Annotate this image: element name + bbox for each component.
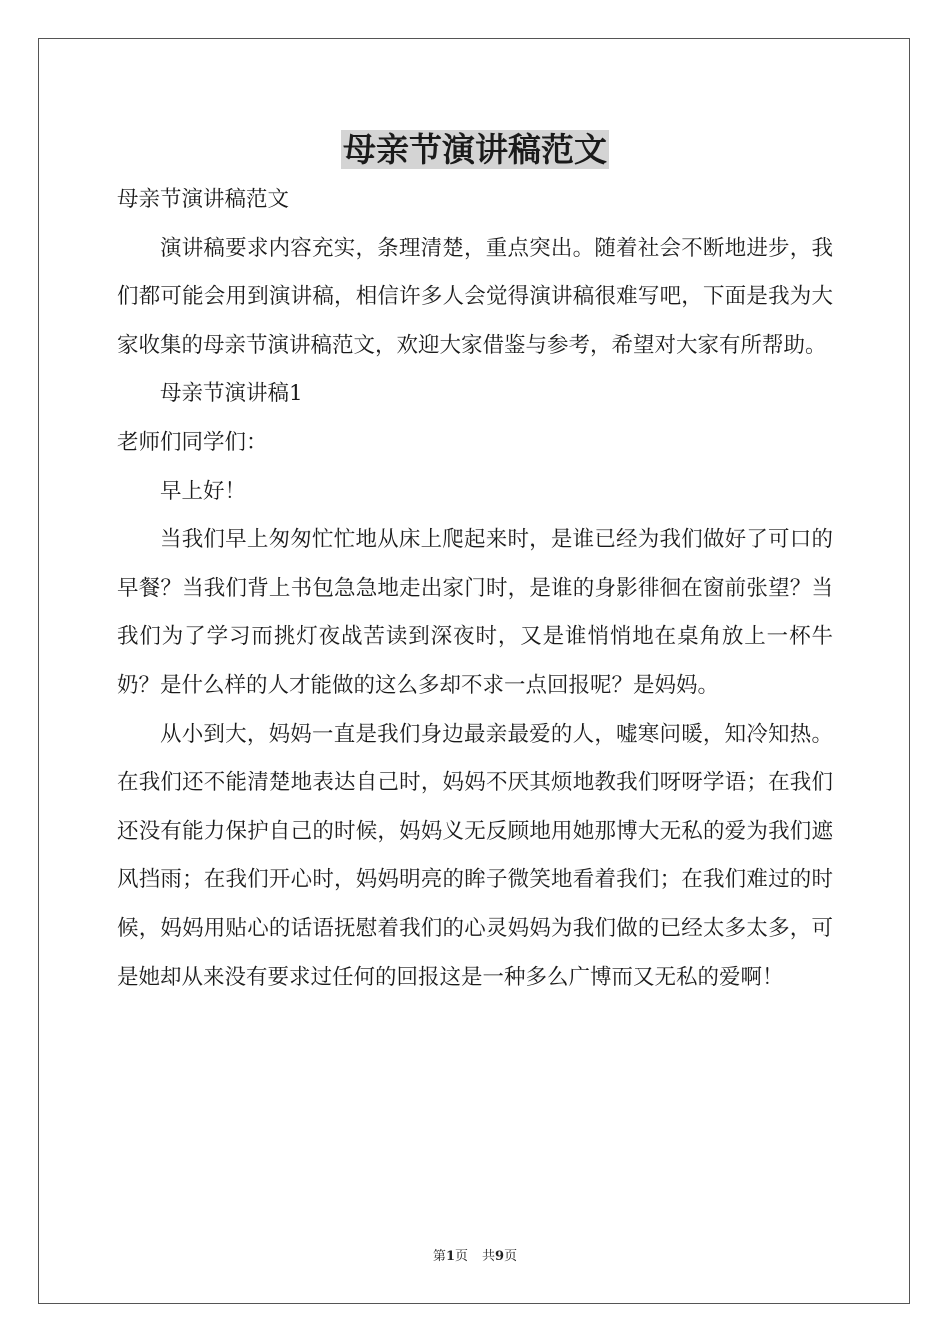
body-paragraph: 从小到大，妈妈一直是我们身边最亲最爱的人，嘘寒问暖，知冷知热。在我们还不能清楚地表达自己时，妈妈不厌其烦地教我们呀呀学语；在我们还没有能力保护自己的时候，妈妈义无反顾地用她那博大无私的爱为我们遮风挡雨；在我们开心时，妈妈明亮的眸子微笑地看着我们；在我们难过的时候，妈妈用贴心的话语抚慰着我们的心灵妈妈为我们做的已经太多太多，可是她却从来没有要求过任何的回报这是一种多么广博而又无私的爱啊！ [117, 721, 833, 990]
greeting-paragraph: 早上好！ [160, 478, 247, 504]
document-title-text: 母亲节演讲稿范文 [343, 130, 607, 169]
body-paragraph: 当我们早上匆匆忙忙地从床上爬起来时，是谁已经为我们做好了可口的早餐？当我们背上书包急急地走出家门时，是谁的身影徘徊在窗前张望？当我们为了学习而挑灯夜战苦读到深夜时，又是谁悄悄地在桌角放上一杯牛奶？是什么样的人才能做的这么多却不求一点回报呢？是妈妈。 [117, 527, 833, 698]
page-suffix: 页 [454, 1249, 468, 1264]
total-suffix: 页 [504, 1249, 518, 1264]
page-prefix: 第 [432, 1249, 446, 1264]
page-footer [0, 1249, 950, 1265]
intro-paragraph: 演讲稿要求内容充实，条理清楚，重点突出。随着社会不断地进步，我们都可能会用到演讲稿，相信许多人会觉得演讲稿很难写吧，下面是我为大家收集的母亲节演讲稿范文，欢迎大家借鉴与参考，希望对大家有所帮助。 [117, 235, 833, 358]
total-prefix: 共 [482, 1249, 496, 1264]
subtitle-paragraph: 母亲节演讲稿范文 [117, 187, 290, 212]
salutation-paragraph: 老师们同学们： [117, 429, 268, 455]
section-heading: 母亲节演讲稿1 [160, 381, 303, 407]
page-total: 9 [495, 1249, 505, 1264]
document-body [117, 176, 833, 1002]
document-title [0, 128, 950, 172]
page-current: 1 [445, 1249, 455, 1264]
